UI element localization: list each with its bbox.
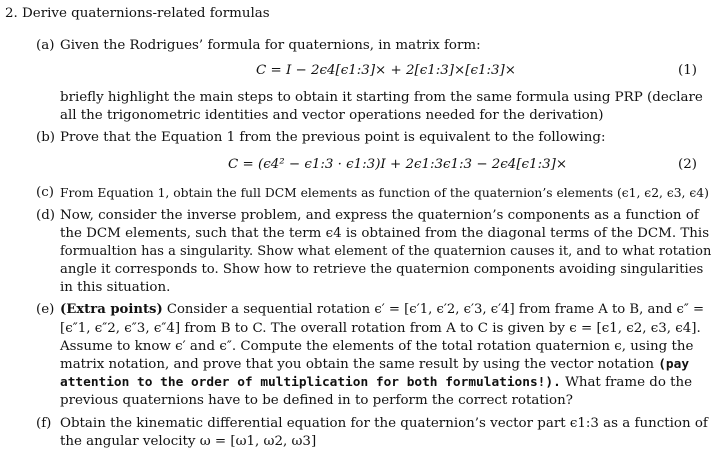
item-d-line-2: the DCM elements, such that the term ϵ4 is obtained from the diagonal terms of the DCM. This <box>60 226 710 241</box>
item-b-line-1: Prove that the Equation 1 from the previous point is equivalent to the following: <box>60 130 606 145</box>
item-b-label: (b) <box>36 130 56 145</box>
item-e-line-1: Consider a sequential rotation ϵ′ = [ϵ′1, ϵ′2, ϵ′3, ϵ′4] from frame A to B, and ϵ″ = <box>166 302 705 317</box>
item-a-line-2: briefly highlight the main steps to obtain it starting from the same formula using PRP (declare <box>60 90 703 105</box>
extra-points-label: (Extra points) <box>60 302 163 317</box>
item-d-label: (d) <box>36 208 56 223</box>
item-a-line-3: all the trigonometric identities and vector operations needed for the derivation) <box>60 108 604 123</box>
item-d-line-5: in this situation. <box>60 280 171 295</box>
equation-1: C = I − 2ϵ4[ϵ1:3]× + 2[ϵ1:3]×[ϵ1:3]× <box>256 63 516 78</box>
item-a-line-1: Given the Rodrigues’ formula for quaternions, in matrix form: <box>60 38 481 53</box>
item-e-line-5-wrap <box>60 374 692 392</box>
section-heading: 2. Derive quaternions-related formulas <box>5 6 270 21</box>
item-a-label: (a) <box>36 38 55 53</box>
item-e-line-3: Assume to know ϵ′ and ϵ″. Compute the elements of the total rotation quaternion ϵ, using the <box>60 339 694 354</box>
item-c-label: (c) <box>36 185 54 200</box>
item-e-line-1-wrap <box>60 301 704 319</box>
equation-2-number: (2) <box>678 157 697 172</box>
item-e-line-5: What frame do the <box>565 375 693 390</box>
item-e-label: (e) <box>36 302 55 317</box>
item-c-line-1: From Equation 1, obtain the full DCM elements as function of the quaternion’s elements (ϵ1, ϵ2, ϵ3, ϵ4) <box>60 186 709 200</box>
item-e-line-4-bold: (pay <box>658 357 690 372</box>
item-e-line-2: [ϵ″1, ϵ″2, ϵ″3, ϵ″4] from B to C. The overall rotation from A to C is given by ϵ = [ϵ1, ϵ2, ϵ3, ϵ4]. <box>60 321 701 336</box>
item-e-line-5-bold: attention to the order of multiplication for both formulations!). <box>60 375 561 390</box>
item-e-line-4-wrap <box>60 356 689 374</box>
item-d-line-3: formualtion has a singularity. Show what element of the quaternion causes it, and to what rotation <box>60 244 712 259</box>
item-e-line-4: matrix notation, and prove that you obtain the same result by using the vector notation <box>60 357 654 372</box>
item-f-line-1: Obtain the kinematic differential equation for the quaternion’s vector part ϵ1:3 as a function of <box>60 416 708 431</box>
item-f-line-2: the angular velocity ω = [ω1, ω2, ω3] <box>60 434 317 449</box>
equation-1-number: (1) <box>678 63 697 78</box>
item-e-line-6: previous quaternions have to be defined in to perform the correct rotation? <box>60 393 573 408</box>
equation-2: C = (ϵ4² − ϵ1:3 · ϵ1:3)I + 2ϵ1:3ϵ1:3 − 2ϵ4[ϵ1:3]× <box>228 157 568 172</box>
item-d-line-1: Now, consider the inverse problem, and express the quaternion’s components as a function of <box>60 208 699 223</box>
item-d-line-4: angle it corresponds to. Show how to retrieve the quaternion components avoiding singularities <box>60 262 704 277</box>
item-f-label: (f) <box>36 416 52 431</box>
